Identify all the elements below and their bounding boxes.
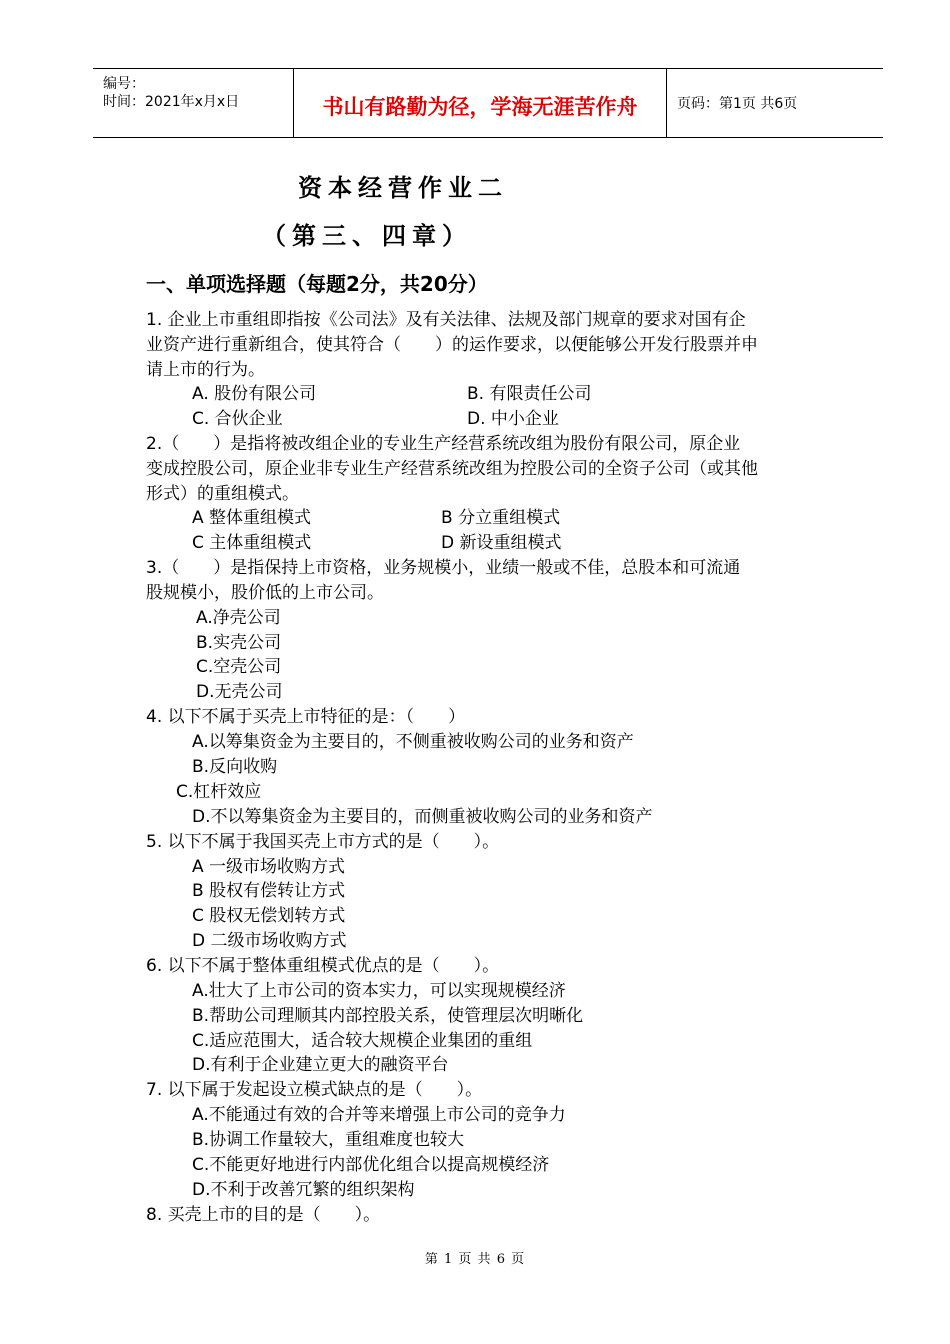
motto: 书山有路勤为径，学海无涯苦作舟	[322, 95, 638, 119]
question-7-option-b: B.协调工作量较大，重组难度也较大	[192, 1130, 465, 1150]
question-5-option-c: C 股权无偿划转方式	[192, 906, 346, 926]
document-title: 资本经营作业二	[298, 173, 508, 202]
question-2-line: 2.（ ）是指将被改组企业的专业生产经营系统改组为股份有限公司，原企业	[146, 434, 741, 454]
question-6-option-a: A.壮大了上市公司的资本实力，可以实现规模经济	[192, 981, 566, 1001]
question-1-option-a: A. 股份有限公司	[192, 384, 317, 404]
question-2-option-b: B 分立重组模式	[441, 508, 561, 528]
question-6-option-c: C.适应范围大，适合较大规模企业集团的重组	[192, 1031, 533, 1051]
question-2-option-c: C 主体重组模式	[192, 533, 312, 553]
header-meta-cell	[93, 69, 294, 137]
question-3-line: 股规模小，股价低的上市公司。	[146, 583, 384, 603]
page-number-label: 页码：第1页 共6页	[677, 96, 798, 112]
question-5-line: 5. 以下不属于我国买壳上市方式的是（ ）。	[146, 832, 500, 852]
header-page-cell	[667, 69, 883, 137]
header-motto-cell	[294, 69, 667, 137]
question-3-option-b: B.实壳公司	[196, 633, 282, 653]
section-heading: 一、单项选择题（每题2分，共20分）	[146, 272, 488, 296]
header-table	[93, 68, 883, 138]
question-2-option-a: A 整体重组模式	[192, 508, 312, 528]
question-2-option-d: D 新设重组模式	[441, 533, 562, 553]
question-8-line: 8. 买壳上市的目的是（ ）。	[146, 1205, 381, 1225]
question-5-option-d: D 二级市场收购方式	[192, 931, 347, 951]
question-5-option-a: A 一级市场收购方式	[192, 857, 346, 877]
question-2-line: 形式）的重组模式。	[146, 484, 299, 504]
question-4-option-d: D.不以筹集资金为主要目的，而侧重被收购公司的业务和资产	[192, 807, 653, 827]
time-label: 时间：2021年x月x日	[103, 94, 240, 110]
question-1-option-c: C. 合伙企业	[192, 409, 283, 429]
question-7-option-a: A.不能通过有效的合并等来增强上市公司的竞争力	[192, 1105, 566, 1125]
question-4-line: 4. 以下不属于买壳上市特征的是：（ ）	[146, 707, 466, 727]
document-subtitle: （第三、四章）	[262, 221, 472, 250]
question-7-option-c: C.不能更好地进行内部优化组合以提高规模经济	[192, 1155, 550, 1175]
question-6-option-b: B.帮助公司理顺其内部控股关系，使管理层次明晰化	[192, 1006, 584, 1026]
page-footer: 第 1 页 共 6 页	[424, 1252, 526, 1267]
question-7-line: 7. 以下属于发起设立模式缺点的是（ ）。	[146, 1080, 483, 1100]
question-4-option-c: C.杠杆效应	[176, 782, 262, 802]
question-7-option-d: D.不利于改善冗繁的组织架构	[192, 1180, 415, 1200]
question-4-option-a: A.以筹集资金为主要目的，不侧重被收购公司的业务和资产	[192, 732, 634, 752]
code-label: 编号：	[103, 76, 145, 92]
question-6-option-d: D.有利于企业建立更大的融资平台	[192, 1055, 449, 1075]
question-1-line: 业资产进行重新组合，使其符合（ ）的运作要求，以便能够公开发行股票并申	[146, 335, 758, 355]
question-2-line: 变成控股公司，原企业非专业生产经营系统改组为控股公司的全资子公司（或其他	[146, 459, 758, 479]
question-3-line: 3.（ ）是指保持上市资格，业务规模小，业绩一般或不佳，总股本和可流通	[146, 558, 741, 578]
question-4-option-b: B.反向收购	[192, 757, 278, 777]
question-1-option-d: D. 中小企业	[467, 409, 559, 429]
question-1-line: 请上市的行为。	[146, 360, 265, 380]
question-3-option-c: C.空壳公司	[196, 657, 282, 677]
question-1-option-b: B. 有限责任公司	[467, 384, 592, 404]
question-1-line: 1. 企业上市重组即指按《公司法》及有关法律、法规及部门规章的要求对国有企	[146, 310, 746, 330]
question-3-option-a: A.净壳公司	[196, 608, 281, 628]
question-5-option-b: B 股权有偿转让方式	[192, 881, 346, 901]
question-3-option-d: D.无壳公司	[196, 682, 283, 702]
question-6-line: 6. 以下不属于整体重组模式优点的是（ ）。	[146, 956, 500, 976]
